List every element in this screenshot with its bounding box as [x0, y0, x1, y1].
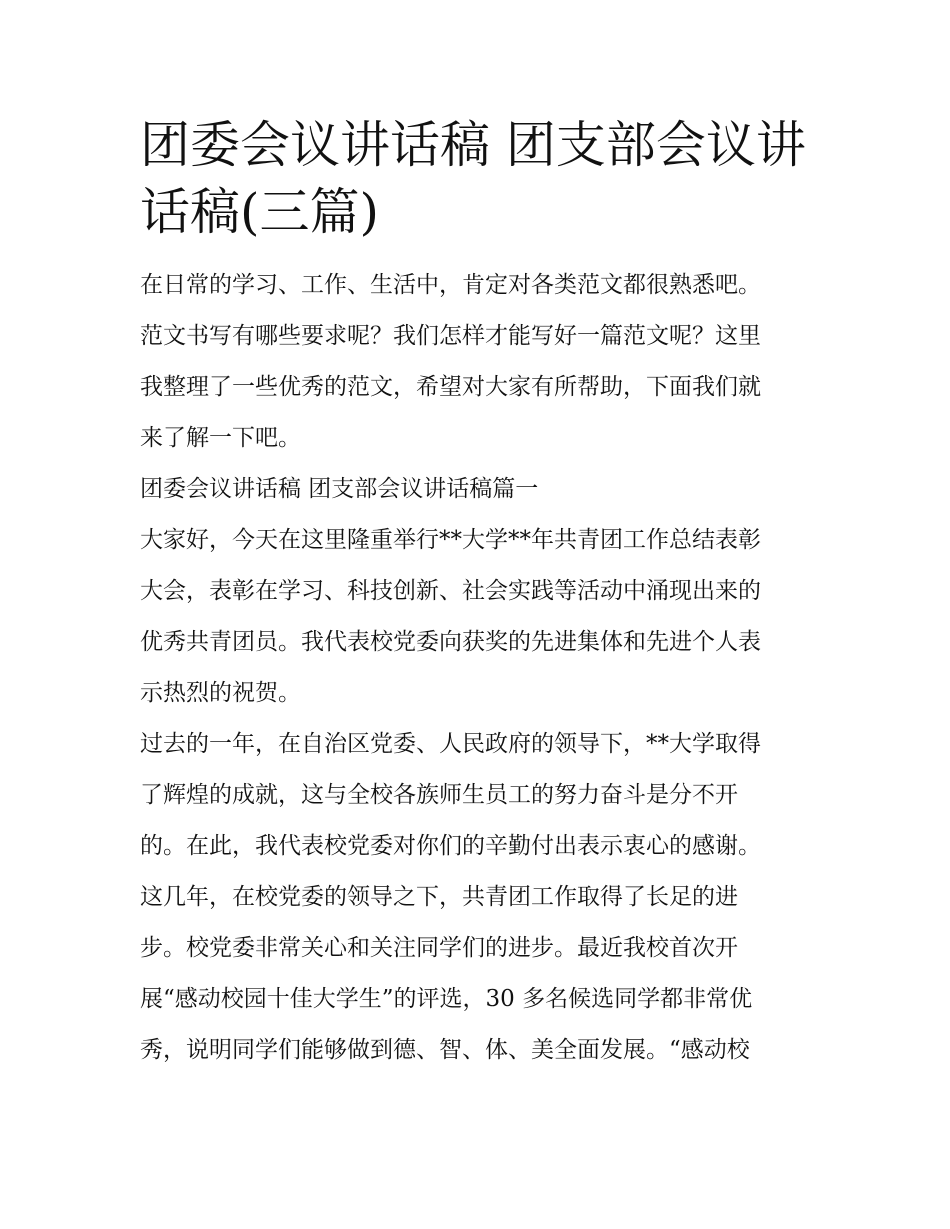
text-line: 的。在此，我代表校党委对你们的辛勤付出表示衷心的感谢。: [140, 833, 761, 859]
text-line: 来了解一下吧。: [140, 425, 301, 451]
text-line: 我整理了一些优秀的范文，希望对大家有所帮助，下面我们就: [140, 374, 761, 400]
section-heading-text: 团委会议讲话稿 团支部会议讲话稿篇一: [140, 476, 539, 502]
title-line: 话稿(三篇): [140, 183, 380, 241]
title-line: 团委会议讲话稿 团支部会议讲: [140, 116, 806, 174]
text-line: 大家好，今天在这里隆重举行**大学**年共青团工作总结表彰: [140, 527, 761, 553]
text-line: 范文书写有哪些要求呢？我们怎样才能写好一篇范文呢？这里: [140, 323, 761, 349]
section-heading: [140, 464, 820, 515]
text-line: 秀，说明同学们能够做到德、智、体、美全面发展。“感动校: [140, 1037, 750, 1063]
text-line: 了辉煌的成就，这与全校各族师生员工的努力奋斗是分不开: [140, 782, 738, 808]
body-paragraph-1: [140, 515, 820, 719]
text-line: 优秀共青团员。我代表校党委向获奖的先进集体和先进个人表: [140, 629, 761, 655]
text-line: 示热烈的祝贺。: [140, 680, 301, 706]
intro-paragraph: [140, 260, 820, 464]
text-line: 大会，表彰在学习、科技创新、社会实践等活动中涌现出来的: [140, 578, 761, 604]
text-line: 展“感动校园十佳大学生”的评选，30 多名候选同学都非常优: [140, 986, 753, 1012]
body-paragraph-2: [140, 719, 820, 1076]
text-line: 过去的一年，在自治区党委、人民政府的领导下，**大学取得: [140, 731, 761, 757]
document-page: [140, 112, 820, 1076]
text-line: 在日常的学习、工作、生活中，肯定对各类范文都很熟悉吧。: [140, 272, 761, 298]
text-line: 这几年，在校党委的领导之下，共青团工作取得了长足的进: [140, 884, 738, 910]
document-title: [140, 112, 820, 246]
text-line: 步。校党委非常关心和关注同学们的进步。最近我校首次开: [140, 935, 738, 961]
